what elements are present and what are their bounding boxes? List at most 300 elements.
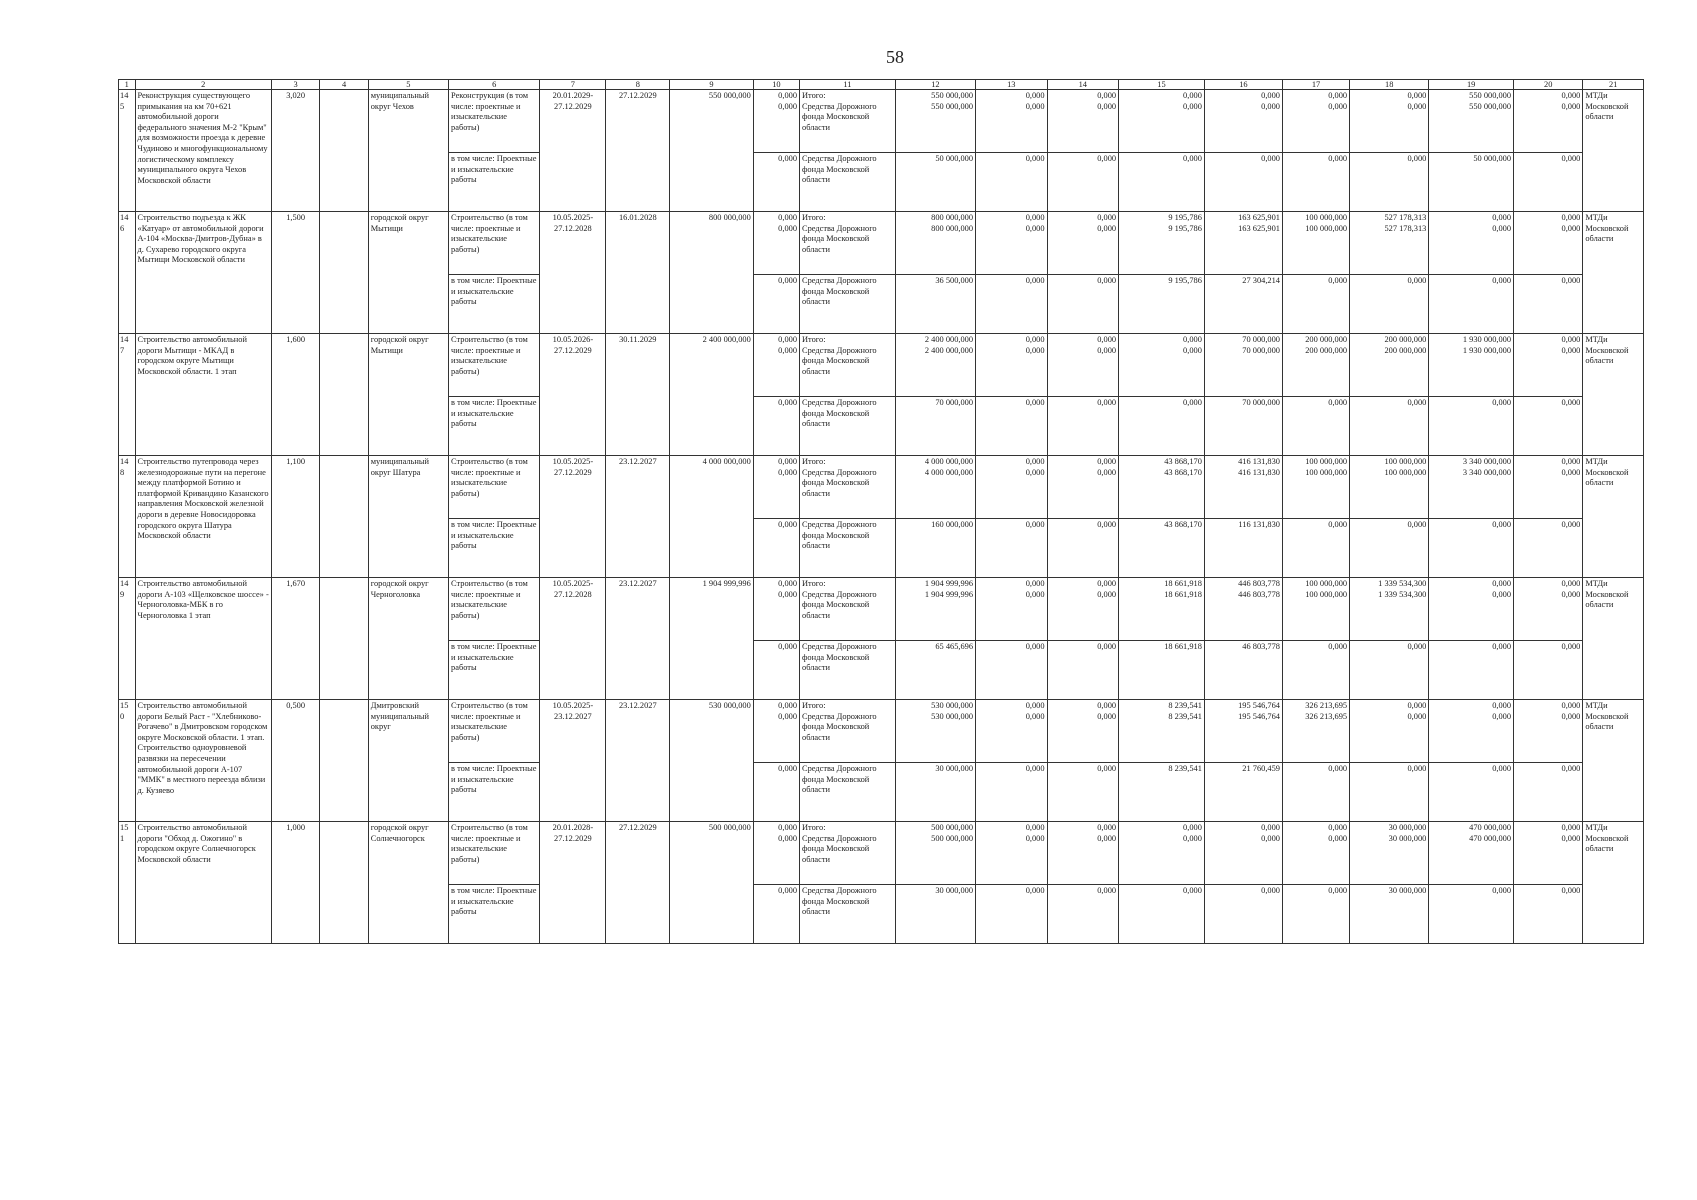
total-fund: 800 000,000 — [931, 223, 974, 233]
incl-total-cell: 30 000,000 — [895, 885, 975, 944]
incl-year-amount-cell: 0,000 — [1282, 885, 1349, 944]
estimated-cost-cell: 4 000 000,000 — [670, 456, 754, 578]
year-amount-cell — [1119, 334, 1205, 397]
incl-work-type-cell: в том числе: Проектные и изыскательские работы — [449, 275, 540, 334]
year-itogo: 0,000 — [1097, 91, 1117, 100]
completion-date-cell: 27.12.2029 — [606, 90, 670, 212]
year-amount-cell — [976, 700, 1048, 763]
year-itogo: 100 000,000 — [1384, 457, 1427, 466]
incl-year-amount-cell: 0,000 — [1514, 397, 1583, 456]
year-itogo: 0,000 — [1328, 823, 1348, 832]
year-amount-cell — [1429, 700, 1514, 763]
incl-year-amount-cell: 0,000 — [1514, 519, 1583, 578]
year-itogo: 195 546,764 — [1238, 701, 1280, 710]
incl-year-amount-cell: 0,000 — [1514, 885, 1583, 944]
table-row — [119, 212, 1644, 275]
table-row — [119, 334, 1644, 397]
year-fund: 0,000 — [1561, 345, 1581, 355]
incl-total-cell: 50 000,000 — [895, 153, 975, 212]
year-fund: 0,000 — [1492, 711, 1512, 721]
year-fund: 0,000 — [1025, 345, 1045, 355]
funded-before-cell — [753, 212, 799, 275]
period-cell: 20.01.2029-27.12.2029 — [540, 90, 606, 212]
total-amount-cell — [895, 90, 975, 153]
year-amount-cell — [1350, 822, 1429, 885]
period-cell: 10.05.2025-27.12.2029 — [540, 456, 606, 578]
responsible-cell: МТДи Московской области — [1583, 456, 1644, 578]
year-itogo: 0,000 — [1407, 701, 1427, 710]
itogo-label: Итого: — [802, 335, 826, 344]
incl-year-amount-cell: 0,000 — [976, 275, 1048, 334]
year-fund: 18 661,918 — [1164, 589, 1202, 599]
year-fund: 8 239,541 — [1168, 711, 1202, 721]
funded-before-cell — [753, 456, 799, 519]
capacity-cell: 1,100 — [271, 456, 319, 578]
funding-source-cell — [800, 822, 896, 885]
incl-total-cell: 160 000,000 — [895, 519, 975, 578]
location-cell: муниципальный округ Чехов — [368, 90, 448, 212]
itogo-label: Итого: — [802, 579, 826, 588]
column-number-cell: 8 — [606, 80, 670, 90]
funding-source-cell — [800, 334, 896, 397]
total-amount-cell — [895, 456, 975, 519]
table-row — [119, 578, 1644, 641]
year-amount-cell — [1429, 456, 1514, 519]
incl-year-amount-cell: 0,000 — [976, 519, 1048, 578]
year-itogo: 0,000 — [1561, 579, 1581, 588]
total-fund: 1 904 999,996 — [924, 589, 974, 599]
year-amount-cell — [1514, 456, 1583, 519]
incl-year-amount-cell: 0,000 — [1429, 397, 1514, 456]
total-amount-cell — [895, 700, 975, 763]
incl-year-amount-cell: 8 239,541 — [1119, 763, 1205, 822]
column-number-cell: 5 — [368, 80, 448, 90]
year-amount-cell — [1350, 212, 1429, 275]
year-amount-cell — [1282, 212, 1349, 275]
incl-year-amount-cell: 0,000 — [1047, 885, 1119, 944]
column-number-cell: 7 — [540, 80, 606, 90]
year-amount-cell — [976, 822, 1048, 885]
incl-year-amount-cell: 0,000 — [976, 153, 1048, 212]
itogo-label: Итого: — [802, 823, 826, 832]
year-amount-cell — [1429, 334, 1514, 397]
incl-year-amount-cell: 0,000 — [1429, 519, 1514, 578]
column-number-cell: 13 — [976, 80, 1048, 90]
year-itogo: 0,000 — [1561, 91, 1581, 100]
total-fund: 530 000,000 — [931, 711, 974, 721]
capacity-2-cell — [320, 822, 368, 944]
page-number: 58 — [886, 47, 904, 67]
column-number-cell: 20 — [1514, 80, 1583, 90]
column-number-cell: 16 — [1204, 80, 1282, 90]
table-row — [119, 90, 1644, 153]
incl-year-amount-cell: 0,000 — [1047, 763, 1119, 822]
year-itogo: 470 000,000 — [1469, 823, 1512, 832]
funding-source-cell — [800, 90, 896, 153]
year-itogo: 0,000 — [1097, 579, 1117, 588]
incl-year-amount-cell: 0,000 — [1047, 153, 1119, 212]
year-fund: 1 339 534,300 — [1378, 589, 1427, 599]
year-fund: 30 000,000 — [1388, 833, 1427, 843]
year-amount-cell — [1282, 456, 1349, 519]
incl-year-amount-cell: 0,000 — [1047, 275, 1119, 334]
year-fund: 0,000 — [1561, 833, 1581, 843]
table-row — [119, 822, 1644, 885]
year-fund: 0,000 — [1328, 833, 1348, 843]
year-fund: 0,000 — [1097, 833, 1117, 843]
incl-year-amount-cell: 0,000 — [1119, 397, 1205, 456]
incl-year-amount-cell: 0,000 — [1350, 641, 1429, 700]
year-fund: 0,000 — [1561, 711, 1581, 721]
location-cell: городской округ Мытищи — [368, 212, 448, 334]
year-itogo: 100 000,000 — [1305, 579, 1348, 588]
year-itogo: 0,000 — [1025, 457, 1045, 466]
responsible-cell: МТДи Московской области — [1583, 578, 1644, 700]
incl-year-amount-cell: 0,000 — [1282, 641, 1349, 700]
incl-year-amount-cell: 0,000 — [1282, 397, 1349, 456]
row-number-cell: 151 — [119, 822, 136, 944]
total-amount-cell — [895, 334, 975, 397]
year-amount-cell — [1282, 334, 1349, 397]
row-number-cell: 146 — [119, 212, 136, 334]
funding-source-cell — [800, 456, 896, 519]
year-amount-cell — [1047, 822, 1119, 885]
funded-before-total: 0,000 — [778, 335, 797, 344]
year-amount-cell — [1047, 578, 1119, 641]
year-itogo: 8 239,541 — [1168, 701, 1202, 710]
year-fund: 416 131,830 — [1238, 467, 1280, 477]
year-amount-cell — [1119, 90, 1205, 153]
year-itogo: 0,000 — [1261, 823, 1280, 832]
year-amount-cell — [1119, 212, 1205, 275]
year-fund: 0,000 — [1097, 101, 1117, 111]
year-itogo: 0,000 — [1025, 213, 1045, 222]
year-fund: 527 178,313 — [1384, 223, 1427, 233]
year-itogo: 43 868,170 — [1164, 457, 1202, 466]
incl-year-amount-cell: 0,000 — [1282, 275, 1349, 334]
year-amount-cell — [976, 456, 1048, 519]
year-fund: 200 000,000 — [1305, 345, 1348, 355]
year-fund: 0,000 — [1328, 101, 1348, 111]
funded-before-fund: 0,000 — [778, 467, 797, 477]
incl-funded-before-cell: 0,000 — [753, 519, 799, 578]
year-amount-cell — [1119, 822, 1205, 885]
incl-funding-source-cell: Средства Дорожного фонда Московской области — [800, 519, 896, 578]
year-itogo: 9 195,786 — [1168, 213, 1202, 222]
year-amount-cell — [976, 212, 1048, 275]
column-number-cell: 2 — [135, 80, 271, 90]
year-amount-cell — [1514, 90, 1583, 153]
year-itogo: 200 000,000 — [1384, 335, 1427, 344]
funded-before-total: 0,000 — [778, 457, 797, 466]
row-number-cell: 145 — [119, 90, 136, 212]
total-fund: 2 400 000,000 — [924, 345, 974, 355]
year-amount-cell — [976, 578, 1048, 641]
incl-year-amount-cell: 0,000 — [1350, 519, 1429, 578]
incl-funded-before-cell: 0,000 — [753, 153, 799, 212]
year-amount-cell — [1282, 700, 1349, 763]
investment-table — [118, 79, 1644, 944]
year-amount-cell — [976, 90, 1048, 153]
funded-before-cell — [753, 822, 799, 885]
year-amount-cell — [1514, 212, 1583, 275]
incl-year-amount-cell: 70 000,000 — [1204, 397, 1282, 456]
year-amount-cell — [1047, 90, 1119, 153]
incl-funding-source-cell: Средства Дорожного фонда Московской области — [800, 885, 896, 944]
year-itogo: 0,000 — [1561, 457, 1581, 466]
year-itogo: 0,000 — [1025, 91, 1045, 100]
year-itogo: 550 000,000 — [1469, 91, 1512, 100]
total-amount-cell — [895, 578, 975, 641]
year-fund: 326 213,695 — [1305, 711, 1348, 721]
funded-before-fund: 0,000 — [778, 101, 797, 111]
year-fund: 0,000 — [1025, 223, 1045, 233]
column-number-cell: 11 — [800, 80, 896, 90]
incl-year-amount-cell: 0,000 — [1514, 275, 1583, 334]
year-itogo: 0,000 — [1097, 213, 1117, 222]
fund-label: Средства Дорожного фонда Московской области — [802, 711, 877, 742]
column-number-cell: 3 — [271, 80, 319, 90]
itogo-label: Итого: — [802, 457, 826, 466]
work-type-cell: Строительство (в том числе: проектные и изыскательские работы) — [449, 700, 540, 763]
year-amount-cell — [1282, 822, 1349, 885]
estimated-cost-cell: 550 000,000 — [670, 90, 754, 212]
completion-date-cell: 23.12.2027 — [606, 700, 670, 822]
column-number-cell: 6 — [449, 80, 540, 90]
year-fund: 43 868,170 — [1164, 467, 1202, 477]
object-name-cell: Строительство автомобильной дороги А-103 «Щелковское шоссе» - Черноголовка-МБК в го Черноголовка 1 этап — [135, 578, 271, 700]
capacity-cell: 0,500 — [271, 700, 319, 822]
year-amount-cell — [976, 334, 1048, 397]
year-fund: 70 000,000 — [1242, 345, 1280, 355]
incl-year-amount-cell: 50 000,000 — [1429, 153, 1514, 212]
fund-label: Средства Дорожного фонда Московской области — [802, 833, 877, 864]
responsible-cell: МТДи Московской области — [1583, 822, 1644, 944]
incl-year-amount-cell: 0,000 — [1047, 397, 1119, 456]
location-cell: Дмитровский муниципальный округ — [368, 700, 448, 822]
table-row — [119, 456, 1644, 519]
capacity-2-cell — [320, 578, 368, 700]
year-fund: 0,000 — [1025, 467, 1045, 477]
year-fund: 0,000 — [1025, 589, 1045, 599]
funding-source-cell — [800, 212, 896, 275]
year-itogo: 0,000 — [1261, 91, 1280, 100]
total-fund: 500 000,000 — [931, 833, 974, 843]
year-fund: 0,000 — [1183, 345, 1202, 355]
year-fund: 0,000 — [1097, 711, 1117, 721]
year-fund: 0,000 — [1407, 711, 1427, 721]
year-itogo: 326 213,695 — [1305, 701, 1348, 710]
year-itogo: 0,000 — [1097, 701, 1117, 710]
incl-year-amount-cell: 18 661,918 — [1119, 641, 1205, 700]
incl-year-amount-cell: 0,000 — [1282, 519, 1349, 578]
total-itogo: 4 000 000,000 — [924, 457, 974, 466]
year-fund: 163 625,901 — [1238, 223, 1280, 233]
completion-date-cell: 23.12.2027 — [606, 456, 670, 578]
year-amount-cell — [1119, 700, 1205, 763]
year-fund: 1 930 000,000 — [1462, 345, 1512, 355]
capacity-2-cell — [320, 334, 368, 456]
work-type-cell: Реконструкция (в том числе: проектные и изыскательские работы) — [449, 90, 540, 153]
fund-label: Средства Дорожного фонда Московской области — [802, 345, 877, 376]
object-name-cell: Строительство автомобильной дороги Мытищи - МКАД в городском округе Мытищи Московской области. 1 этап — [135, 334, 271, 456]
year-amount-cell — [1350, 456, 1429, 519]
year-itogo: 200 000,000 — [1305, 335, 1348, 344]
object-name-cell: Строительство автомобильной дороги Белый Раст - "Хлебниково-Рогачево" в Дмитровском городском округе Московской области. 1 этап. Строительство одноуровневой развязки на пересечении автомобильной дороги А-107 "ММК" в местного переезда вблизи д. Кузяево — [135, 700, 271, 822]
period-cell: 10.05.2025-27.12.2028 — [540, 578, 606, 700]
year-itogo: 416 131,830 — [1238, 457, 1280, 466]
year-amount-cell — [1429, 578, 1514, 641]
column-number-cell: 17 — [1282, 80, 1349, 90]
incl-year-amount-cell: 0,000 — [1350, 153, 1429, 212]
completion-date-cell: 30.11.2029 — [606, 334, 670, 456]
estimated-cost-cell: 1 904 999,996 — [670, 578, 754, 700]
itogo-label: Итого: — [802, 91, 826, 100]
incl-year-amount-cell: 0,000 — [976, 763, 1048, 822]
incl-work-type-cell: в том числе: Проектные и изыскательские работы — [449, 763, 540, 822]
year-itogo: 18 661,918 — [1164, 579, 1202, 588]
fund-label: Средства Дорожного фонда Московской области — [802, 467, 877, 498]
year-itogo: 446 803,778 — [1238, 579, 1280, 588]
completion-date-cell: 23.12.2027 — [606, 578, 670, 700]
year-amount-cell — [1047, 700, 1119, 763]
year-itogo: 100 000,000 — [1305, 213, 1348, 222]
incl-funding-source-cell: Средства Дорожного фонда Московской области — [800, 763, 896, 822]
incl-work-type-cell: в том числе: Проектные и изыскательские работы — [449, 641, 540, 700]
funded-before-fund: 0,000 — [778, 711, 797, 721]
year-amount-cell — [1514, 822, 1583, 885]
year-itogo: 0,000 — [1183, 335, 1202, 344]
incl-total-cell: 36 500,000 — [895, 275, 975, 334]
period-cell: 10.05.2025-23.12.2027 — [540, 700, 606, 822]
year-itogo: 70 000,000 — [1242, 335, 1280, 344]
total-amount-cell — [895, 822, 975, 885]
itogo-label: Итого: — [802, 213, 826, 222]
year-fund: 446 803,778 — [1238, 589, 1280, 599]
work-type-cell: Строительство (в том числе: проектные и изыскательские работы) — [449, 578, 540, 641]
total-itogo: 2 400 000,000 — [924, 335, 974, 344]
funded-before-cell — [753, 334, 799, 397]
year-amount-cell — [1204, 334, 1282, 397]
year-fund: 0,000 — [1261, 101, 1280, 111]
year-fund: 0,000 — [1492, 589, 1512, 599]
incl-year-amount-cell: 27 304,214 — [1204, 275, 1282, 334]
incl-year-amount-cell: 0,000 — [976, 397, 1048, 456]
incl-work-type-cell: в том числе: Проектные и изыскательские работы — [449, 519, 540, 578]
year-amount-cell — [1514, 334, 1583, 397]
period-cell: 10.05.2026-27.12.2029 — [540, 334, 606, 456]
year-fund: 100 000,000 — [1305, 467, 1348, 477]
year-amount-cell — [1350, 578, 1429, 641]
year-itogo: 0,000 — [1328, 91, 1348, 100]
year-amount-cell — [1204, 822, 1282, 885]
year-amount-cell — [1429, 212, 1514, 275]
funded-before-fund: 0,000 — [778, 345, 797, 355]
funding-source-cell — [800, 700, 896, 763]
total-fund: 550 000,000 — [931, 101, 974, 111]
column-number-row — [119, 80, 1644, 90]
incl-work-type-cell: в том числе: Проектные и изыскательские работы — [449, 153, 540, 212]
total-itogo: 500 000,000 — [931, 823, 974, 832]
year-amount-cell — [1047, 456, 1119, 519]
total-itogo: 1 904 999,996 — [924, 579, 974, 588]
year-itogo: 100 000,000 — [1305, 457, 1348, 466]
incl-year-amount-cell: 9 195,786 — [1119, 275, 1205, 334]
incl-year-amount-cell: 0,000 — [1514, 763, 1583, 822]
year-itogo: 0,000 — [1097, 457, 1117, 466]
incl-year-amount-cell: 0,000 — [1204, 153, 1282, 212]
year-fund: 100 000,000 — [1384, 467, 1427, 477]
year-amount-cell — [1047, 334, 1119, 397]
year-itogo: 0,000 — [1407, 91, 1427, 100]
year-itogo: 3 340 000,000 — [1462, 457, 1512, 466]
incl-year-amount-cell: 0,000 — [976, 641, 1048, 700]
total-amount-cell — [895, 212, 975, 275]
estimated-cost-cell: 500 000,000 — [670, 822, 754, 944]
year-amount-cell — [1514, 578, 1583, 641]
incl-year-amount-cell: 0,000 — [1429, 641, 1514, 700]
incl-year-amount-cell: 43 868,170 — [1119, 519, 1205, 578]
incl-year-amount-cell: 0,000 — [1282, 763, 1349, 822]
year-fund: 0,000 — [1261, 833, 1280, 843]
completion-date-cell: 16.01.2028 — [606, 212, 670, 334]
year-fund: 0,000 — [1097, 223, 1117, 233]
work-type-cell: Строительство (в том числе: проектные и изыскательские работы) — [449, 822, 540, 885]
total-itogo: 530 000,000 — [931, 701, 974, 710]
incl-work-type-cell: в том числе: Проектные и изыскательские работы — [449, 885, 540, 944]
column-number-cell: 10 — [753, 80, 799, 90]
year-fund: 0,000 — [1407, 101, 1427, 111]
year-fund: 0,000 — [1183, 101, 1202, 111]
location-cell: городской округ Черноголовка — [368, 578, 448, 700]
year-fund: 0,000 — [1097, 345, 1117, 355]
year-amount-cell — [1350, 334, 1429, 397]
incl-funded-before-cell: 0,000 — [753, 763, 799, 822]
incl-total-cell: 70 000,000 — [895, 397, 975, 456]
funded-before-total: 0,000 — [778, 91, 797, 100]
row-number-cell: 148 — [119, 456, 136, 578]
incl-year-amount-cell: 0,000 — [1350, 397, 1429, 456]
year-itogo: 0,000 — [1492, 213, 1512, 222]
year-fund: 0,000 — [1097, 589, 1117, 599]
year-amount-cell — [1204, 700, 1282, 763]
incl-year-amount-cell: 0,000 — [1204, 885, 1282, 944]
responsible-cell: МТДи Московской области — [1583, 334, 1644, 456]
incl-year-amount-cell: 116 131,830 — [1204, 519, 1282, 578]
incl-funded-before-cell: 0,000 — [753, 397, 799, 456]
year-itogo: 163 625,901 — [1238, 213, 1280, 222]
year-amount-cell — [1119, 578, 1205, 641]
year-itogo: 1 930 000,000 — [1462, 335, 1512, 344]
estimated-cost-cell: 2 400 000,000 — [670, 334, 754, 456]
column-number-cell: 19 — [1429, 80, 1514, 90]
year-fund: 0,000 — [1561, 223, 1581, 233]
incl-funding-source-cell: Средства Дорожного фонда Московской области — [800, 641, 896, 700]
year-fund: 0,000 — [1097, 467, 1117, 477]
year-itogo: 0,000 — [1025, 579, 1045, 588]
capacity-cell: 1,500 — [271, 212, 319, 334]
completion-date-cell: 27.12.2029 — [606, 822, 670, 944]
year-itogo: 0,000 — [1561, 823, 1581, 832]
work-type-cell: Строительство (в том числе: проектные и изыскательские работы) — [449, 334, 540, 397]
incl-funding-source-cell: Средства Дорожного фонда Московской области — [800, 153, 896, 212]
year-amount-cell — [1350, 90, 1429, 153]
year-fund: 0,000 — [1025, 711, 1045, 721]
year-fund: 0,000 — [1183, 833, 1202, 843]
year-amount-cell — [1282, 578, 1349, 641]
object-name-cell: Реконструкция существующего примыкания на км 70+621 автомобильной дороги федерального значения М-2 "Крым" для возможности проезда к деревне Чудиново и многофункциональному логистическому комплексу муниципального округа Чехов Московской области — [135, 90, 271, 212]
object-name-cell: Строительство подъезда к ЖК «Катуар» от автомобильной дороги А-104 «Москва-Дмитров-Дубна» в д. Сухарево городского округа Мытищи Московской области — [135, 212, 271, 334]
